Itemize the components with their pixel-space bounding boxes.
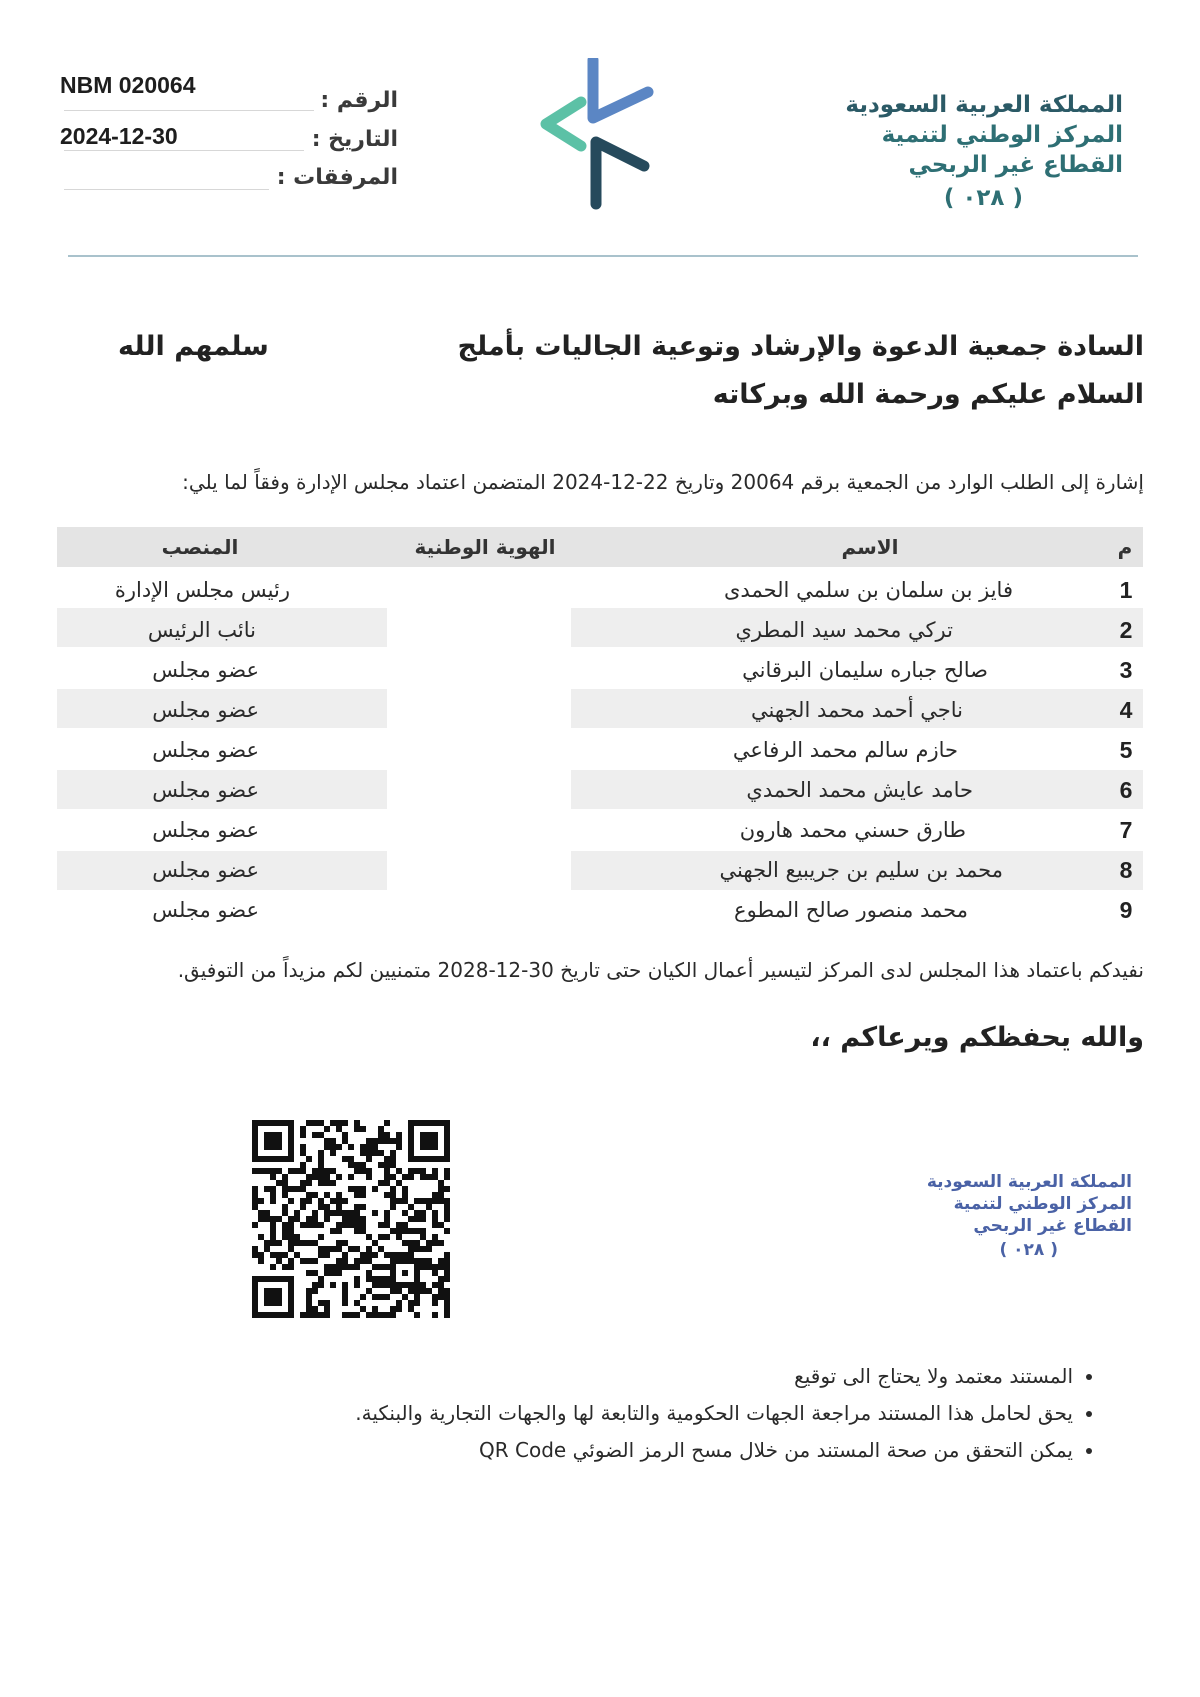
member-position: عضو مجلس: [152, 898, 259, 922]
closing-paragraph: نفيدكم باعتماد هذا المجلس لدى المركز لتيسير أعمال الكيان حتى تاريخ 30-12-2028 متمنيين لكم مزيداً من التوفيق.: [177, 958, 1144, 982]
row-index: 1: [1119, 577, 1133, 603]
label-number: الرقم :: [320, 88, 398, 113]
member-position: عضو مجلس: [152, 858, 259, 882]
recipient: السادة جمعية الدعوة والإرشاد وتوعية الجاليات بأملج: [457, 331, 1144, 362]
row-index: 8: [1119, 857, 1133, 883]
header-divider: [68, 255, 1138, 257]
row-index: 5: [1119, 737, 1133, 763]
org-name-line1: المملكة العربية السعودية: [845, 92, 1123, 118]
label-attachments: المرفقات :: [276, 165, 398, 190]
document-date-line: [64, 150, 304, 151]
regards: والله يحفظكم ويرعاكم ،،: [810, 1022, 1144, 1053]
member-position: عضو مجلس: [152, 658, 259, 682]
member-position: عضو مجلس: [152, 778, 259, 802]
stamp-line1: المملكة العربية السعودية: [926, 1172, 1132, 1192]
row-index: 9: [1119, 897, 1133, 923]
note-item: • المستند معتمد ولا يحتاج الى توقيع: [253, 1358, 1073, 1395]
intro-paragraph: إشارة إلى الطلب الوارد من الجمعية برقم 20064 وتاريخ 22-12-2024 المتضمن اعتماد مجلس الإدارة وفقاً لما يلي:: [182, 470, 1144, 494]
member-position: رئيس مجلس الإدارة: [114, 578, 290, 602]
member-name: حازم سالم محمد الرفاعي: [732, 738, 958, 762]
member-name: حامد عايش محمد الحمدي: [746, 778, 973, 802]
row-index: 4: [1119, 697, 1133, 723]
org-name-line4: ( ٠٢٨ ): [943, 185, 1023, 211]
org-name-line3: القطاع غير الربحي: [908, 152, 1123, 178]
member-position: نائب الرئيس: [147, 618, 256, 642]
member-position: عضو مجلس: [152, 818, 259, 842]
row-index: 6: [1119, 777, 1133, 803]
document-date: 2024-12-30: [60, 123, 178, 149]
member-name: صالح جباره سليمان البرقاني: [742, 658, 988, 682]
label-date: التاريخ :: [311, 127, 398, 152]
member-name: محمد منصور صالح المطوع: [734, 898, 968, 922]
row-index: 7: [1119, 817, 1133, 843]
row-index: 2: [1119, 617, 1133, 643]
qr-code-icon: [252, 1120, 450, 1318]
member-name: محمد بن سليم بن جريبيع الجهني: [719, 858, 1003, 882]
reference-number: NBM 020064: [60, 72, 196, 98]
member-position: عضو مجلس: [152, 698, 259, 722]
stamp-line4: ( ٠٢٨ ): [999, 1240, 1058, 1260]
attachments-line: [64, 189, 269, 190]
member-name: تركي محمد سيد المطري: [735, 618, 953, 642]
org-name-line2: المركز الوطني لتنمية: [881, 122, 1123, 148]
stamp-line2: المركز الوطني لتنمية: [953, 1194, 1132, 1214]
col-header-national-id: الهوية الوطنية: [414, 535, 556, 559]
ncnp-star-logo-icon: [538, 58, 656, 210]
member-name: طارق حسني محمد هارون: [739, 818, 966, 842]
salutation-side: سلمهم الله: [118, 331, 269, 362]
col-header-name: الاسم: [841, 535, 899, 559]
notes-list: [253, 1358, 1095, 1469]
member-name: ناجي أحمد محمد الجهني: [750, 698, 963, 722]
row-index: 3: [1119, 657, 1133, 683]
col-header-position: المنصب: [161, 535, 239, 559]
note-item: • يحق لحامل هذا المستند مراجعة الجهات الحكومية والتابعة لها والجهات التجارية والبنكية.: [253, 1395, 1073, 1432]
stamp-line3: القطاع غير الربحي: [973, 1216, 1132, 1236]
note-item: • يمكن التحقق من صحة المستند من خلال مسح الرمز الضوئي QR Code: [253, 1432, 1073, 1469]
reference-number-line: [64, 110, 314, 111]
member-name: فايز بن سلمان بن سلمي الحمدى: [724, 578, 1013, 602]
col-header-index: م: [1117, 535, 1133, 559]
member-position: عضو مجلس: [152, 738, 259, 762]
greeting: السلام عليكم ورحمة الله وبركاته: [712, 379, 1144, 410]
